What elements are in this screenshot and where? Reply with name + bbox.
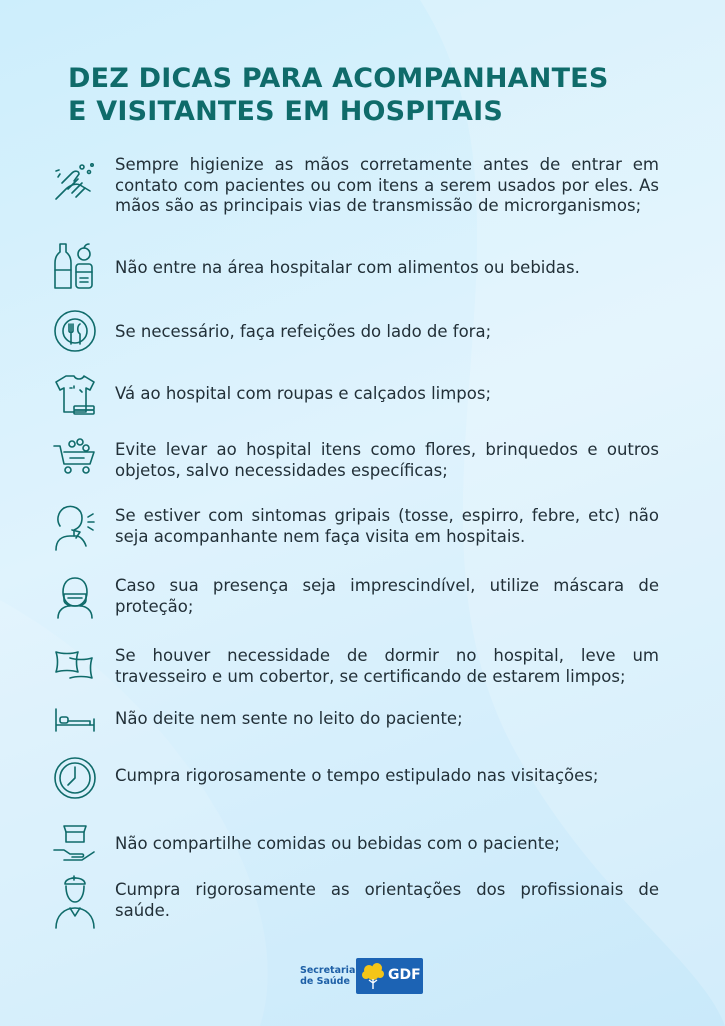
- clean-clothes-icon: [52, 372, 98, 418]
- tip-item: [0, 870, 725, 930]
- tip-text: Se houver necessidade de dormir no hospital, leve um travesseiro e um cobertor, se certificando de estarem limpos;: [115, 646, 659, 686]
- gdf-label: GDF: [388, 967, 421, 983]
- tip-text: Não deite nem sente no leito do paciente;: [115, 709, 463, 728]
- tip-item: [0, 438, 725, 498]
- pillow-icon: [52, 644, 98, 690]
- tip-text: Sempre higienize as mãos corretamente antes de entrar em contato com pacientes ou com itens a serem usados por eles. As mãos são as principais vias de transmissão de microrganismos;: [115, 155, 659, 215]
- tip-item: [0, 155, 725, 215]
- page-title: [68, 62, 668, 128]
- sneezing-person-icon: [52, 502, 98, 548]
- tip-item: [0, 372, 725, 432]
- tip-item: [0, 240, 725, 300]
- tip-text: Não entre na área hospitalar com alimentos ou bebidas.: [115, 258, 580, 277]
- tip-text: Cumpra rigorosamente as orientações dos profissionais de saúde.: [115, 880, 659, 920]
- tip-text: Cumpra rigorosamente o tempo estipulado nas visitações;: [115, 766, 599, 785]
- footer-logos: [300, 958, 430, 998]
- title-line-2: E VISITANTES EM HOSPITAIS: [68, 96, 504, 127]
- secretaria-line-1: Secretaria: [300, 965, 356, 976]
- tip-item: [0, 574, 725, 634]
- secretaria-saude-logo: [300, 965, 356, 987]
- secretaria-line-2: de Saúde: [300, 976, 350, 987]
- tip-text: Se estiver com sintomas gripais (tosse, espirro, febre, etc) não seja acompanhante nem faça visita em hospitais.: [115, 506, 659, 546]
- food-drink-icon: [52, 240, 98, 286]
- plate-cutlery-icon: [52, 308, 98, 354]
- tip-text: Vá ao hospital com roupas e calçados limpos;: [115, 384, 492, 403]
- tip-item: [0, 308, 725, 368]
- tip-item: [0, 755, 725, 815]
- ipe-tree-icon: [360, 961, 388, 991]
- handwashing-icon: [52, 159, 98, 205]
- tip-text: Não compartilhe comidas ou bebidas com o paciente;: [115, 834, 560, 853]
- gdf-logo: [356, 958, 423, 994]
- tip-text: Caso sua presença seja imprescindível, utilize máscara de proteção;: [115, 576, 659, 616]
- face-mask-icon: [52, 574, 98, 620]
- tip-text: Evite levar ao hospital itens como flores, brinquedos e outros objetos, salvo necessidades específicas;: [115, 440, 659, 480]
- title-line-1: DEZ DICAS PARA ACOMPANHANTES: [68, 63, 609, 94]
- tip-item: [0, 644, 725, 704]
- clock-icon: [52, 755, 98, 801]
- tip-text: Se necessário, faça refeições do lado de fora;: [115, 322, 492, 341]
- toys-flowers-icon: [52, 436, 98, 482]
- nurse-icon: [52, 870, 98, 916]
- tip-item: [0, 502, 725, 562]
- shared-food-icon: [52, 820, 98, 866]
- hospital-bed-icon: [52, 701, 98, 747]
